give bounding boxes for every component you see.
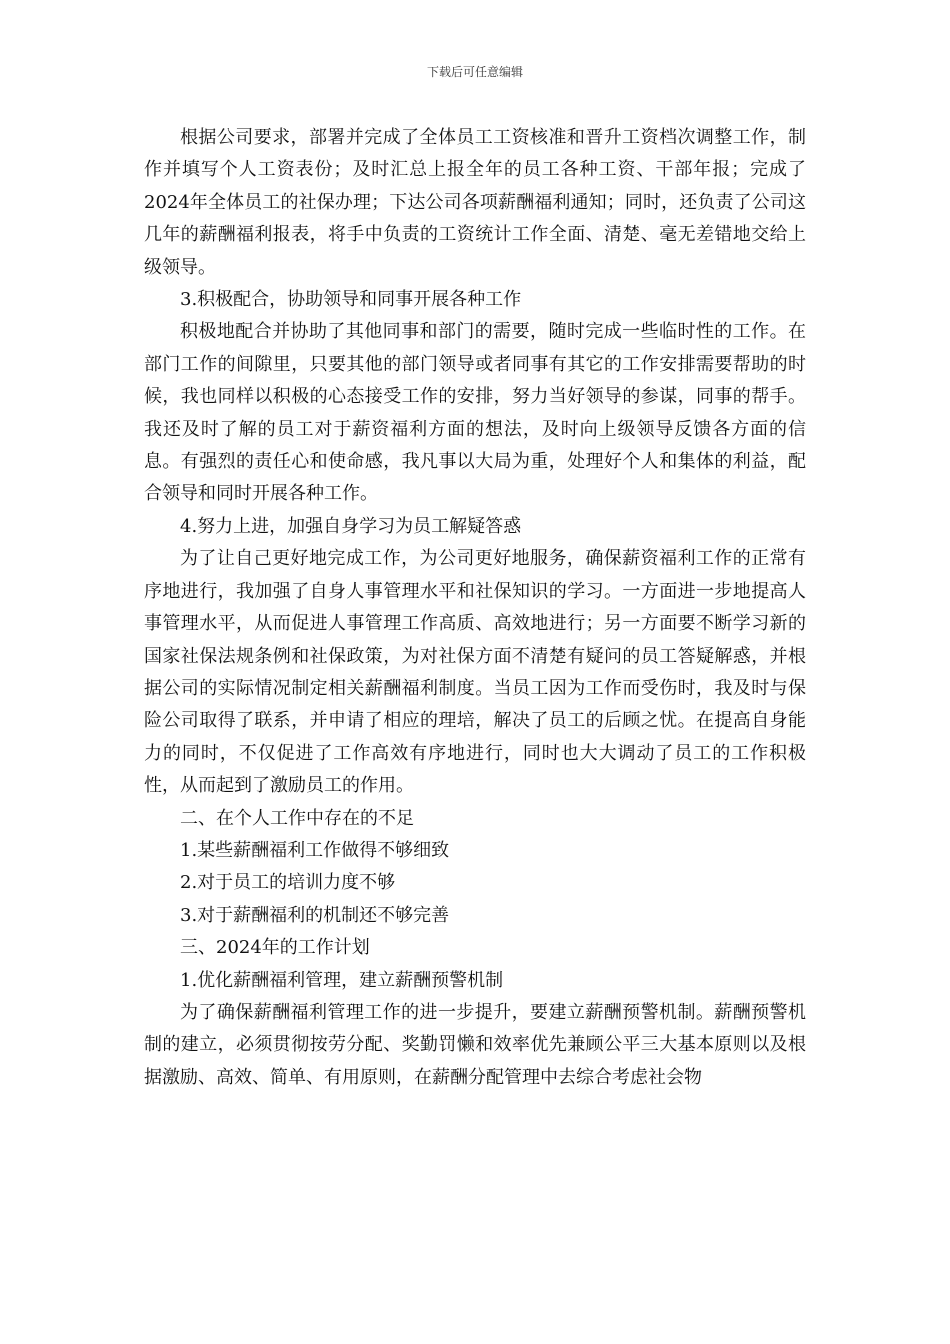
paragraph-self-study: 为了让自己更好地完成工作，为公司更好地服务，确保薪资福利工作的正常有序地进行，我加强了自身人事管理水平和社保知识的学习。一方面进一步地提高人事管理水平，从而促进人事管理工作高质、高效地进行；另一方面要不断学习新的国家社保法规条例和社保政策，为对社保方面不清楚有疑问的员工答疑解惑，并根据公司的实际情况制定相关薪酬福利制度。当员工因为工作而受伤时，我及时与保险公司取得了联系，并申请了相应的理培，解决了员工的后顾之忧。在提高自身能力的同时，不仅促进了工作高效有序地进行，同时也大大调动了员工的工作积极性，从而起到了激励员工的作用。: [144, 548, 806, 797]
list-item-shortcoming-2: 2.对于员工的培训力度不够: [180, 872, 396, 894]
page-header: 下载后可任意编辑: [426, 65, 523, 79]
heading-cooperate: 3.积极配合，协助领导和同事开展各种工作: [180, 289, 522, 311]
heading-optimize-salary: 1.优化薪酬福利管理，建立薪酬预警机制: [180, 969, 504, 991]
list-item-shortcoming-3: 3.对于薪酬福利的机制还不够完善: [180, 904, 450, 926]
heading-self-study: 4.努力上进，加强自身学习为员工解疑答惑: [180, 515, 522, 537]
list-item-shortcoming-1: 1.某些薪酬福利工作做得不够细致: [180, 839, 450, 861]
paragraph-salary-work: 根据公司要求，部署并完成了全体员工工资核准和晋升工资档次调整工作，制作并填写个人工资表份；及时汇总上报全年的员工各种工资、干部年报；完成了2024年全体员工的社保办理；下达公司各项薪酬福利通知；同时，还负责了公司这几年的薪酬福利报表，将手中负责的工资统计工作全面、清楚、毫无差错地交给上级领导。: [144, 127, 806, 278]
document-body: [144, 122, 806, 1094]
paragraph-cooperate: 积极地配合并协助了其他同事和部门的需要，随时完成一些临时性的工作。在部门工作的间隙里，只要其他的部门领导或者同事有其它的工作安排需要帮助的时候，我也同样以积极的心态接受工作的安排，努力当好领导的参谋，同事的帮手。我还及时了解的员工对于薪资福利方面的想法，及时向上级领导反馈各方面的信息。有强烈的责任心和使命感，我凡事以大局为重，处理好个人和集体的利益，配合领导和同时开展各种工作。: [144, 321, 806, 505]
paragraph-optimize-salary: 为了确保薪酬福利管理工作的进一步提升，要建立薪酬预警机制。薪酬预警机制的建立，必须贯彻按劳分配、奖勤罚懒和效率优先兼顾公平三大基本原则以及根据激励、高效、简单、有用原则，在薪酬分配管理中去综合考虑社会物: [144, 1001, 806, 1088]
heading-work-plan: 三、2024年的工作计划: [180, 937, 370, 959]
heading-shortcomings: 二、在个人工作中存在的不足: [180, 807, 414, 829]
